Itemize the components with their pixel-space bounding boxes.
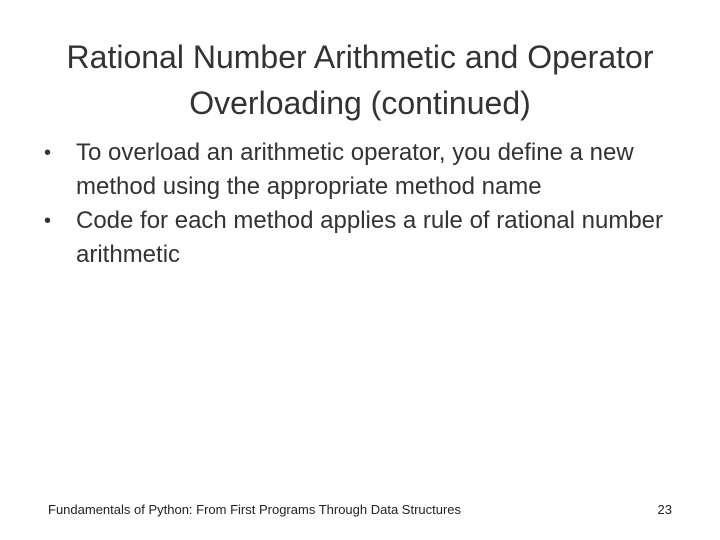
bullet-marker: • — [44, 210, 52, 232]
bullet-item — [40, 136, 680, 204]
bullet-list — [40, 136, 680, 272]
slide-title: Rational Number Arithmetic and Operator Overloading (continued) — [66, 39, 654, 121]
bullet-text: Code for each method applies a rule of rational number arithmetic — [76, 207, 664, 268]
slide-footer: Fundamentals of Python: From First Programs Through Data Structures — [48, 502, 462, 517]
bullet-marker: • — [44, 142, 52, 164]
page-number: 23 — [657, 502, 672, 517]
bullet-text: To overload an arithmetic operator, you define a new method using the appropriate method name — [76, 139, 634, 200]
bullet-item — [40, 204, 680, 272]
